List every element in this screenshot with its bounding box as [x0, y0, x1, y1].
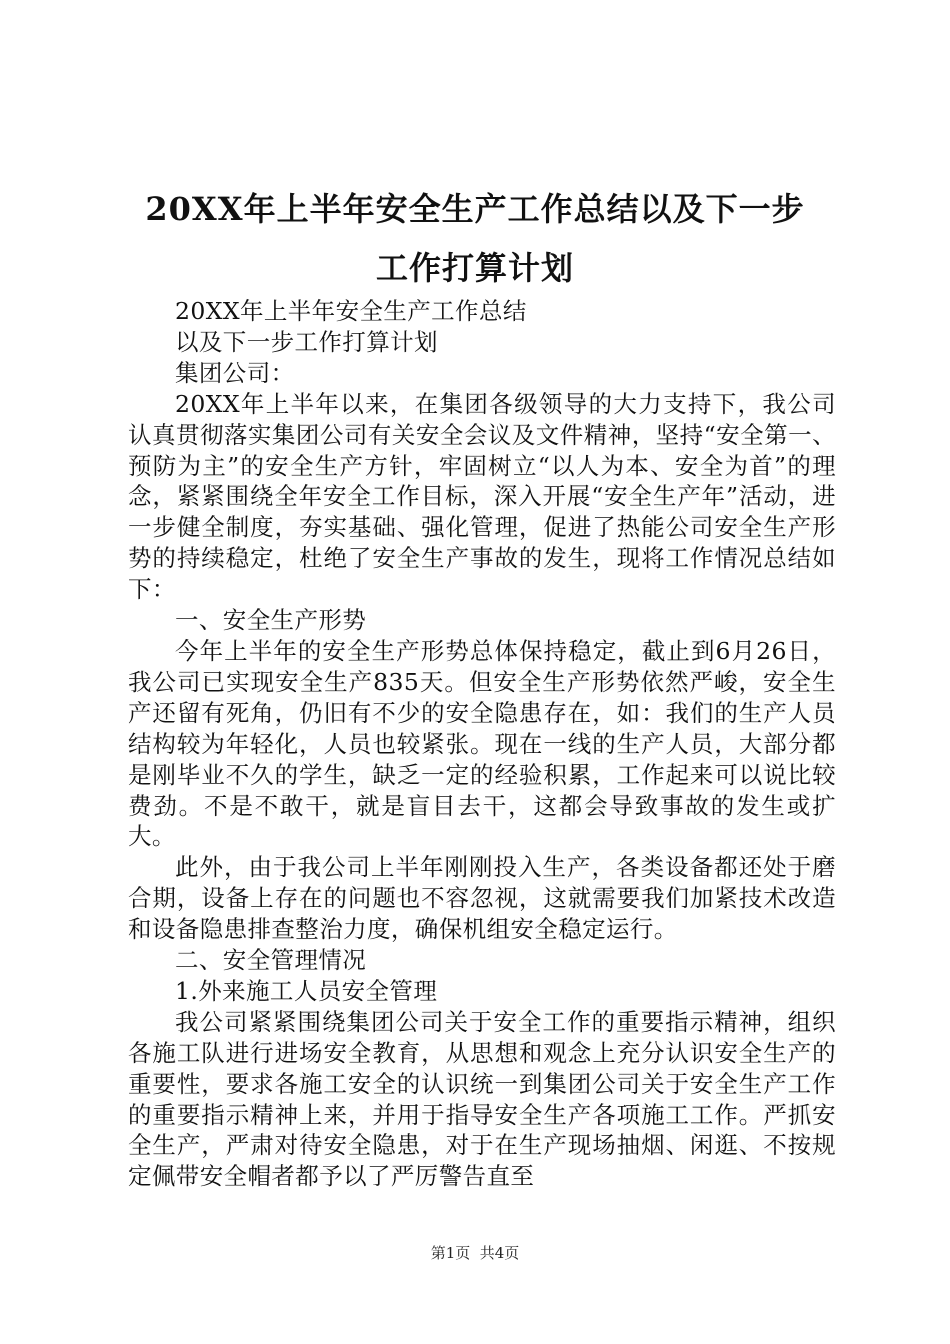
- subtitle-line-1: 20XX年上半年安全生产工作总结: [175, 297, 527, 325]
- salutation: 集团公司：: [175, 358, 295, 387]
- document-body: [128, 296, 836, 1192]
- subtitle-line-2: 以及下一步工作打算计划: [175, 327, 438, 356]
- section-heading-1: 一、安全生产形势: [175, 606, 367, 635]
- document-title-line-2: 工作打算计划: [375, 249, 574, 287]
- paragraph: 此外，由于我公司上半年刚刚投入生产，各类设备都还处于磨合期，设备上存在的问题也不容忽视，这就需要我们加紧技术改造和设备隐患排查整治力度，确保机组安全稳定运行。: [128, 853, 836, 944]
- paragraph: 我公司紧紧围绕集团公司关于安全工作的重要指示精神，组织各施工队进行进场安全教育，从思想和观念上充分认识安全生产的重要性，要求各施工安全的认识统一到集团公司关于安全生产工作的重要指示精神上来，并用于指导安全生产各项施工工作。严抓安全生产，严肃对待安全隐患，对于在生产现场抽烟、闲逛、不按规定佩带安全帽者都予以了严厉警告直至: [128, 1007, 836, 1191]
- section-heading-2: 二、安全管理情况: [175, 946, 367, 975]
- document-title-line-1: 20XX年上半年安全生产工作总结以及下一步: [145, 190, 805, 228]
- intro-paragraph: 20XX年上半年以来，在集团各级领导的大力支持下，我公司认真贯彻落实集团公司有关安全会议及文件精神，坚持“安全第一、预防为主”的安全生产方针，牢固树立“以人为本、安全为首”的理念，紧紧围绕全年安全工作目标，深入开展“安全生产年”活动，进一步健全制度，夯实基础、强化管理，促进了热能公司安全生产形势的持续稳定，杜绝了安全生产事故的发生，现将工作情况总结如下：: [128, 389, 836, 604]
- page-number: 第1页 共4页: [430, 1244, 520, 1262]
- page-footer: [0, 1243, 950, 1263]
- paragraph: 今年上半年的安全生产形势总体保持稳定，截止到6月26日，我公司已实现安全生产835天。但安全生产形势依然严峻，安全生产还留有死角，仍旧有不少的安全隐患存在，如：我们的生产人员结构较为年轻化，人员也较紧张。现在一线的生产人员，大部分都是刚毕业不久的学生，缺乏一定的经验积累，工作起来可以说比较费劲。不是不敢干，就是盲目去干，这都会导致事故的发生或扩大。: [128, 636, 836, 851]
- subsection-heading: 1.外来施工人员安全管理: [175, 976, 438, 1005]
